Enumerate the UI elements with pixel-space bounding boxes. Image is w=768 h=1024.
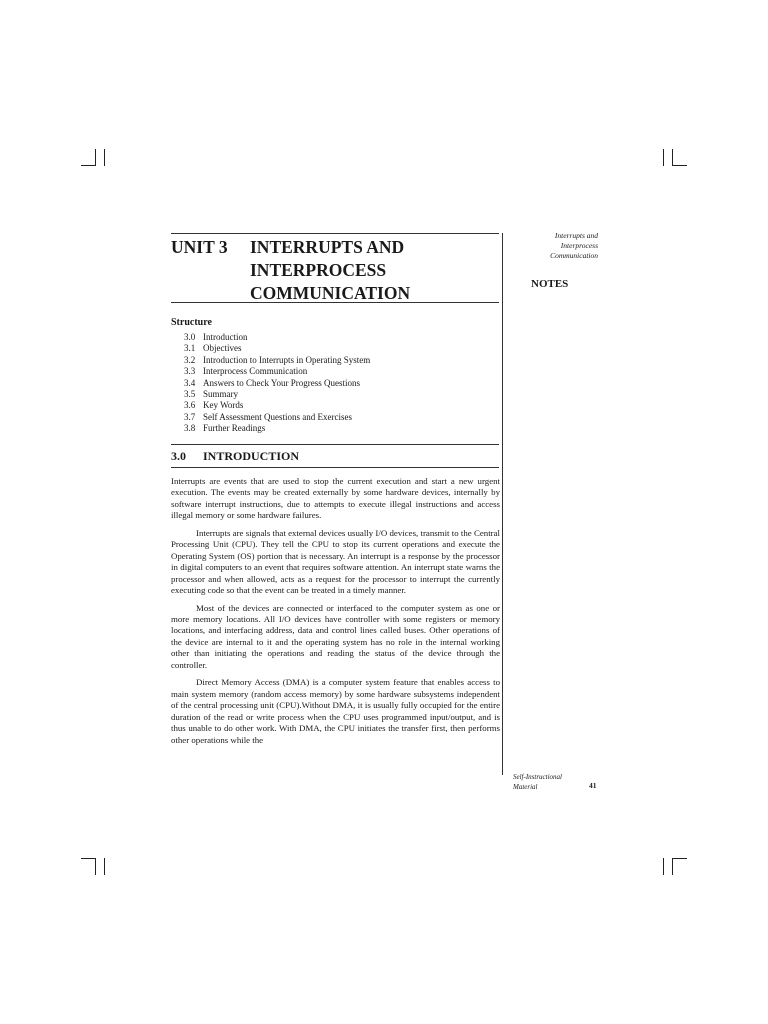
running-head-line-3: Communication [550, 251, 598, 260]
section-title: INTRODUCTION [203, 449, 300, 463]
section-bottom-rule [171, 467, 499, 468]
structure-item: 3.8 Further Readings [184, 423, 266, 434]
unit-label: UNIT 3 [171, 237, 228, 257]
structure-item: 3.5 Summary [184, 389, 238, 400]
title-line-1: INTERRUPTS AND [250, 237, 405, 257]
running-head [512, 231, 598, 261]
running-head-line-2: Interprocess [560, 241, 598, 250]
structure-item: 3.3 Interprocess Communication [184, 366, 308, 377]
notes-label: NOTES [531, 278, 569, 290]
title-line-2: INTERPROCESS [250, 260, 387, 280]
section-body [171, 476, 500, 752]
paragraph: Interrupts are events that are used to stop the current execution and start a new urgent execution. The events may be created externally by some hardware devices, internally by software interrupt instructions, due to attempts to execute illegal instructions and access illegal memory or some hardware failures. [171, 476, 500, 521]
section-heading [171, 449, 499, 464]
paragraph: Interrupts are signals that external devices usually I/O devices, transmit to the Central Processing Unit (CPU). They tell the CPU to stop its current operations and execute the Operating System (OS) portion that is necessary. An interrupt is a response by the processor in digital computers to an event that requires software attention. An interrupt state warns the processor and when allowed, acts as a request for the processor to interrupt the currently executing code so that the event can be treated in a timely manner. [171, 527, 500, 596]
structure-item: 3.1 Objectives [184, 343, 242, 354]
structure-item: 3.6 Key Words [184, 400, 244, 411]
structure-item: 3.7 Self Assessment Questions and Exercises [184, 411, 352, 422]
section-top-rule [171, 444, 499, 445]
structure-list [184, 332, 484, 435]
page-number: 41 [589, 781, 597, 790]
structure-item: 3.4 Answers to Check Your Progress Questions [184, 377, 360, 388]
structure-heading: Structure [171, 317, 212, 328]
title-top-rule [171, 233, 499, 234]
paragraph: Most of the devices are connected or interfaced to the computer system as one or more memory locations. All I/O devices have controller with some registers or memory locations, and interfacing address, data and control lines called buses. Other operations of the device are internal to it and the operating system has no role in the internal working other than initiating the operations and reading the status of the device through the controller. [171, 602, 500, 670]
structure-item: 3.0 Introduction [184, 332, 248, 342]
title-line-3: COMMUNICATION [250, 283, 411, 303]
paragraph: Direct Memory Access (DMA) is a computer system feature that enables access to main system memory (random access memory) by some hardware subsystems independent of the central processing unit (CPU).Without DMA, it is usually fully occupied for the entire duration of the read or write process when the CPU uses programmed input/output, and is thus unable to do other work. With DMA, the CPU initiates the transfer first, then performs other operations while the [171, 677, 500, 745]
running-head-line-1: Interrupts and [554, 231, 598, 240]
structure-item: 3.2 Introduction to Interrupts in Operating System [184, 354, 371, 365]
section-number: 3.0 [171, 449, 186, 463]
margin-divider-line [502, 233, 503, 775]
self-instructional-material-label: Self-Instructional Material [513, 773, 562, 791]
